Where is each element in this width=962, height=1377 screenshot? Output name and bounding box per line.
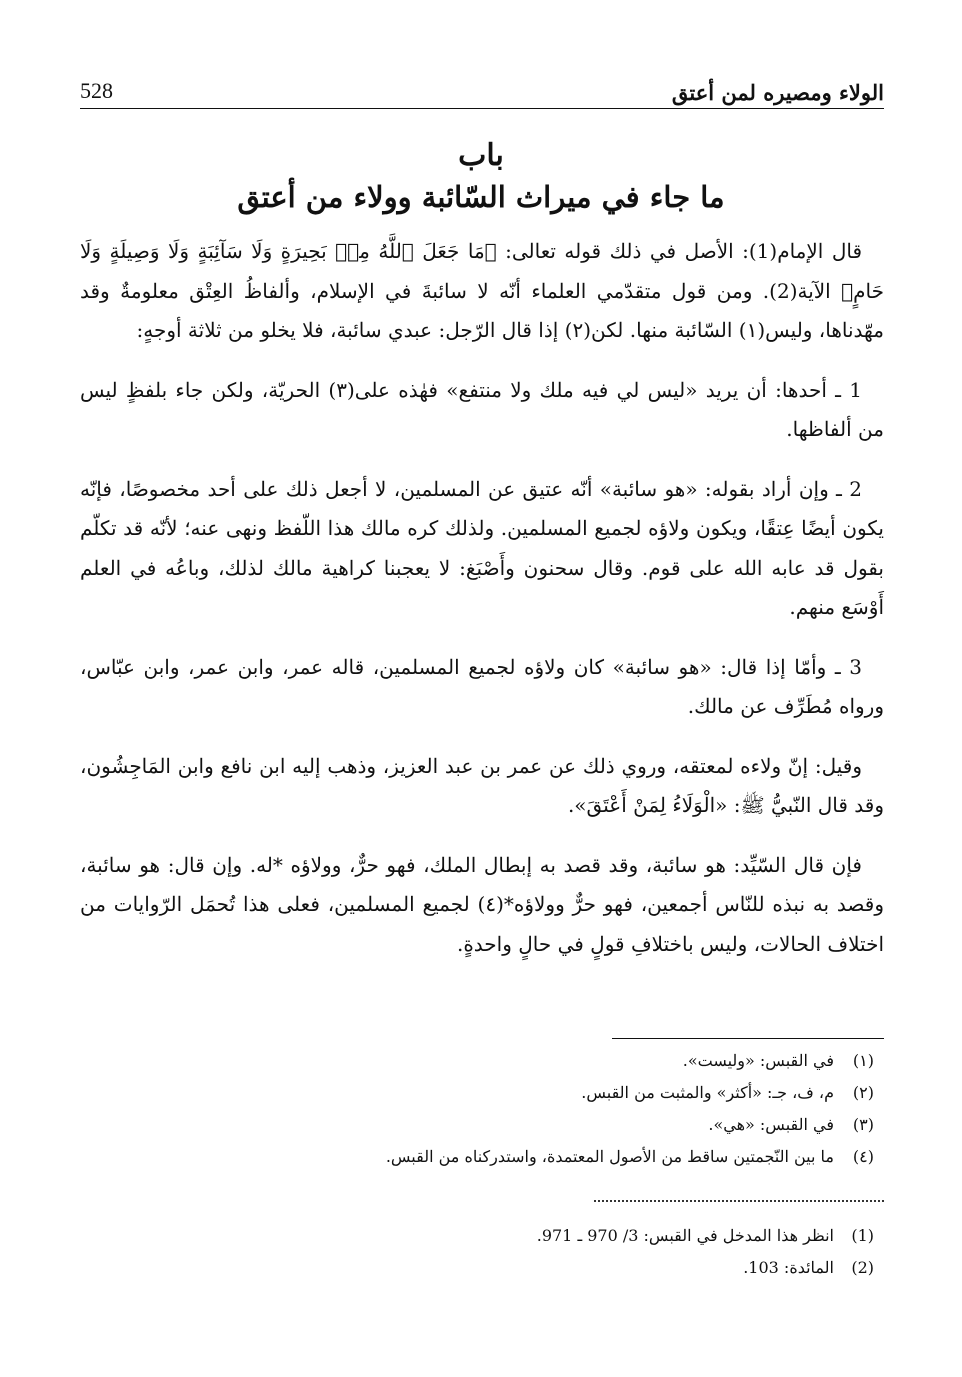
page-header (80, 72, 884, 109)
running-title: الولاء ومصيره لمن أعتق (671, 80, 884, 105)
paragraph-first-case: 1 ـ أحدها: أن يريد «ليس لي فيه ملك ولا منتفع» فهٰذه على(٣) الحريّة، ولكن جاء بلفظٍ ليس من ألفاظها. (80, 377, 884, 441)
editor-footnotes (80, 1220, 874, 1284)
footnote-text: ما بين النّجمتين ساقط من الأصول المعتمدة، واستدركناه من القبس. (385, 1147, 834, 1166)
footnote-number: (1) (851, 1226, 874, 1245)
footnote-number: (2) (851, 1258, 874, 1277)
footnote (80, 1109, 874, 1141)
footnote-text: م، ف، جـ: «أكثر» والمثبت من القبس. (581, 1083, 834, 1102)
page-number: 528 (80, 78, 113, 103)
footnote (80, 1141, 874, 1173)
paragraph-intro: قال الإمام(1): الأصل في ذلك قوله تعالى: ﴿مَا جَعَلَ ٱللَّهُ مِنۢ بَحِيرَةٍ وَلَا سَآئِبَةٍ وَلَا وَصِيلَةٍ وَلَا حَامٍ﴾ الآية(2). ومن قول متقدّمي العلماء أنّه لا سائبةَ في الإسلام، وألفاظُ العِتْق معلومةٌ وقد مهّدناها، وليس(١) السّائبة منها. لكن(٢) إذا قال الرّجل: عبدي سائبة، فلا يخلو من ثلاثة أوجهٍ: (80, 239, 884, 342)
paragraph-conclusion: فإن قال السّيِّد: هو سائبة، وقد قصد به إبطال الملك، فهو حرٌّ، وولاؤه *له. وإن قال: هو سائبة، وقصد به نبذه للنّاس أجمعين، فهو حرٌّ وولاؤه*(٤) لجميع المسلمين، فعلى هذا تُحمَل الرّوايات من اختلاف الحالات، وليس باختلافِ قولٍ في حالٍ واحدةٍ. (80, 852, 884, 956)
paragraph-third-case: 3 ـ وأمّا إذا قال: «هو سائبة» كان ولاؤه لجميع المسلمين، قاله عمر، وابن عمر، وابن عبّاس، ورواه مُطَرِّف عن مالك. (80, 654, 884, 718)
footnote-number: (٢) (852, 1083, 874, 1102)
manuscript-footnotes (80, 1045, 874, 1173)
paragraph-alternative-opinion: وقيل: إنّ ولاءه لمعتقه، وروي ذلك عن عمر بن عبد العزيز، وذهب إليه ابن نافع وابن المَاجِشُون، وقد قال النّبيُّ ﷺ: «الْوَلَاءُ لِمَنْ أَعْتَقَ». (80, 753, 884, 817)
footnote-text: في القبس: «وليست». (682, 1051, 834, 1070)
dotted-separator (594, 1200, 884, 1202)
footnote (80, 1045, 874, 1077)
footnote (80, 1220, 874, 1252)
footnote-number: (١) (852, 1051, 874, 1070)
paragraph-second-case: 2 ـ وإن أراد بقوله: «هو سائبة» أنّه عتيق عن المسلمين، لا أجعل ذلك على أحد مخصوصًا، فإنّه يكون أيضًا عِتقًا، ويكون ولاؤه لجميع المسلمين. ولذلك كره مالك هذا اللّفظ ونهى عنه؛ لأنّه قد تكلّم بقول قد عابه الله على قوم. وقال سحنون وأَصْبَغ: لا يعجبنا كراهية مالك لذلك، وباعُه في العلم أَوْسَع منهم. (80, 476, 884, 619)
footnote (80, 1252, 874, 1284)
footnote-text: المائدة: 103. (743, 1258, 834, 1277)
main-text (80, 232, 884, 984)
footnote-text: في القبس: «هي». (708, 1115, 834, 1134)
chapter-label: باب (458, 138, 504, 173)
footnote-text: انظر هذا المدخل في القبس: 3/ 970 ـ 971. (536, 1226, 834, 1245)
footnote-number: (٤) (852, 1147, 874, 1166)
footnote (80, 1077, 874, 1109)
chapter-title: ما جاء في ميراث السّائبة وولاء من أعتق (237, 180, 725, 214)
footnote-separator (612, 1038, 884, 1039)
footnote-number: (٣) (852, 1115, 874, 1134)
